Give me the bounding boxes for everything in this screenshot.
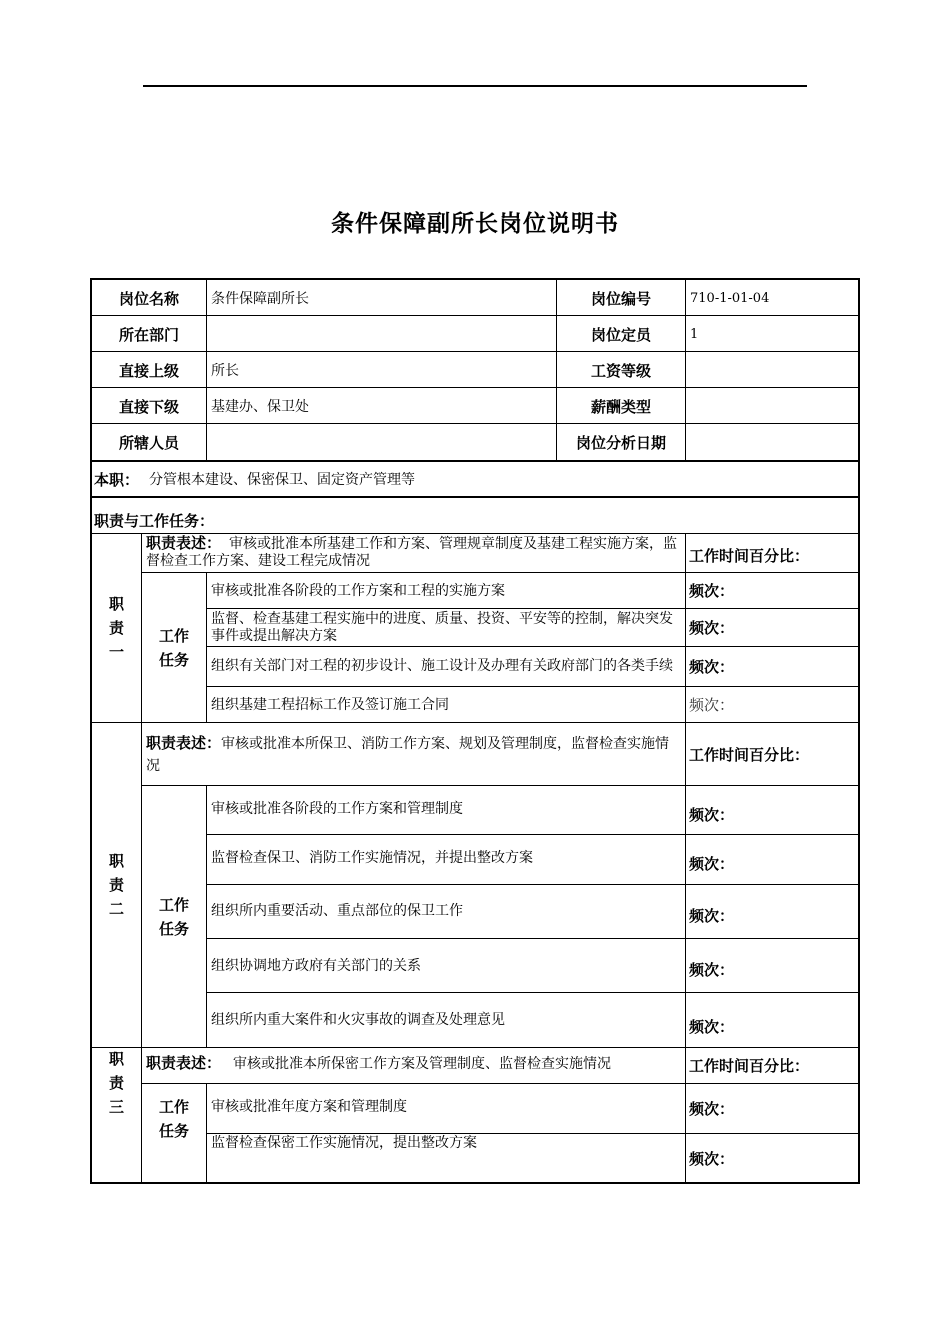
work-tasks-label <box>142 573 206 722</box>
task-row: 组织协调地方政府有关部门的关系 <box>211 958 421 974</box>
responsibility-2-label <box>92 723 141 1047</box>
frequency-label: 频次： <box>689 1149 735 1168</box>
department-value <box>207 316 556 352</box>
responsibility-2-time-percent: 工作时间百分比： <box>689 745 810 764</box>
pay-type-value <box>686 388 856 424</box>
task-row: 组织所内重要活动、重点部位的保卫工作 <box>211 903 463 919</box>
work-tasks-text: 工作任务 <box>158 895 189 938</box>
responsibility-3-time-percent: 工作时间百分比： <box>689 1057 810 1075</box>
description-text: 审核或批准本所保密工作方案及管理制度、监督检查实施情况 <box>233 1056 612 1072</box>
analysis-date-label: 岗位分析日期 <box>575 433 666 452</box>
analysis-date-value <box>686 424 856 460</box>
frequency-label: 频次： <box>689 1017 735 1036</box>
frequency-label: 频次： <box>689 619 735 637</box>
frequency-label: 频次： <box>689 907 735 925</box>
responsibility-name: 职责二 <box>108 852 124 918</box>
pay-type-label: 薪酬类型 <box>590 397 651 416</box>
responsibility-3-label <box>92 1048 141 1118</box>
staff-label: 所辖人员 <box>118 433 179 452</box>
table-border-bottom <box>90 1182 860 1184</box>
work-tasks-text: 工作任务 <box>158 1098 189 1140</box>
subordinate-value: 基建办、保卫处 <box>211 399 309 415</box>
tasks-section-title: 职责与工作任务： <box>94 512 215 530</box>
description-label: 职责表述： <box>146 1054 222 1072</box>
subordinate-label: 直接下级 <box>118 397 179 416</box>
primary-duty-text: 分管根本建设、保密保卫、固定资产管理等 <box>149 472 416 488</box>
responsibility-1-time-percent: 工作时间百分比： <box>689 546 810 565</box>
primary-duty-row <box>92 462 858 496</box>
salary-grade-value <box>686 352 856 388</box>
task-row: 审核或批准各阶段的工作方案和管理制度 <box>211 801 463 817</box>
page-title: 条件保障副所长岗位说明书 <box>331 211 619 237</box>
department-label: 所在部门 <box>118 325 179 344</box>
job-description-table <box>90 278 860 1183</box>
work-tasks-label <box>142 786 206 1047</box>
description-text: 审核或批准本所基建工作和方案、管理规章制度及基建工程实施方案，监督检查工作方案、建设工程完成情况 <box>146 536 678 569</box>
frequency-label: 频次： <box>689 1100 735 1118</box>
superior-value: 所长 <box>211 363 239 379</box>
frequency-label: 频次： <box>689 805 735 824</box>
position-code-value: 710-1-01-04 <box>690 290 770 306</box>
task-row: 监督、检查基建工程实施中的进度、质量、投资、平安等的控制，解决突发事件或提出解决方案 <box>211 610 673 644</box>
headcount-label: 岗位定员 <box>590 325 651 344</box>
superior-label: 直接上级 <box>118 361 179 380</box>
frequency-label: 频次： <box>689 855 735 873</box>
salary-grade-label: 工资等级 <box>590 361 651 380</box>
task-row: 审核或批准年度方案和管理制度 <box>211 1099 407 1115</box>
tasks-section-header <box>92 498 858 533</box>
frequency-label: 频次： <box>689 961 735 979</box>
frequency-label: 频次： <box>689 582 735 600</box>
responsibility-name: 职责一 <box>108 595 124 661</box>
work-tasks-label <box>142 1084 206 1154</box>
work-tasks-text: 工作任务 <box>158 626 189 669</box>
responsibility-3-description <box>142 1048 685 1083</box>
task-row: 监督检查保密工作实施情况，提出整改方案 <box>211 1135 477 1151</box>
header-rule <box>143 85 807 87</box>
primary-duty-label: 本职： <box>94 470 140 489</box>
task-row: 组织所内重大案件和火灾事故的调查及处理意见 <box>211 1012 505 1028</box>
description-text: 审核或批准本所保卫、消防工作方案、规划及管理制度，监督检查实施情况 <box>146 735 670 774</box>
staff-value <box>207 424 556 460</box>
position-name-label: 岗位名称 <box>118 289 179 308</box>
responsibility-1-label <box>92 534 141 722</box>
responsibility-1-description <box>142 534 685 572</box>
task-row: 组织有关部门对工程的初步设计、施工设计及办理有关政府部门的各类手续 <box>211 658 673 674</box>
headcount-value: 1 <box>690 326 699 342</box>
responsibility-name: 职责三 <box>108 1050 124 1116</box>
responsibility-2-description <box>142 723 685 785</box>
task-row: 组织基建工程招标工作及签订施工合同 <box>211 696 449 713</box>
position-code-label: 岗位编号 <box>590 289 651 308</box>
description-label: 职责表述： <box>146 534 222 552</box>
position-name-value: 条件保障副所长 <box>211 291 309 307</box>
task-row: 审核或批准各阶段的工作方案和工程的实施方案 <box>211 582 505 599</box>
frequency-label: 频次： <box>689 658 735 676</box>
description-label: 职责表述： <box>146 733 222 752</box>
task-row: 监督检查保卫、消防工作实施情况，并提出整改方案 <box>211 850 533 866</box>
frequency-label: 频次： <box>689 696 735 714</box>
